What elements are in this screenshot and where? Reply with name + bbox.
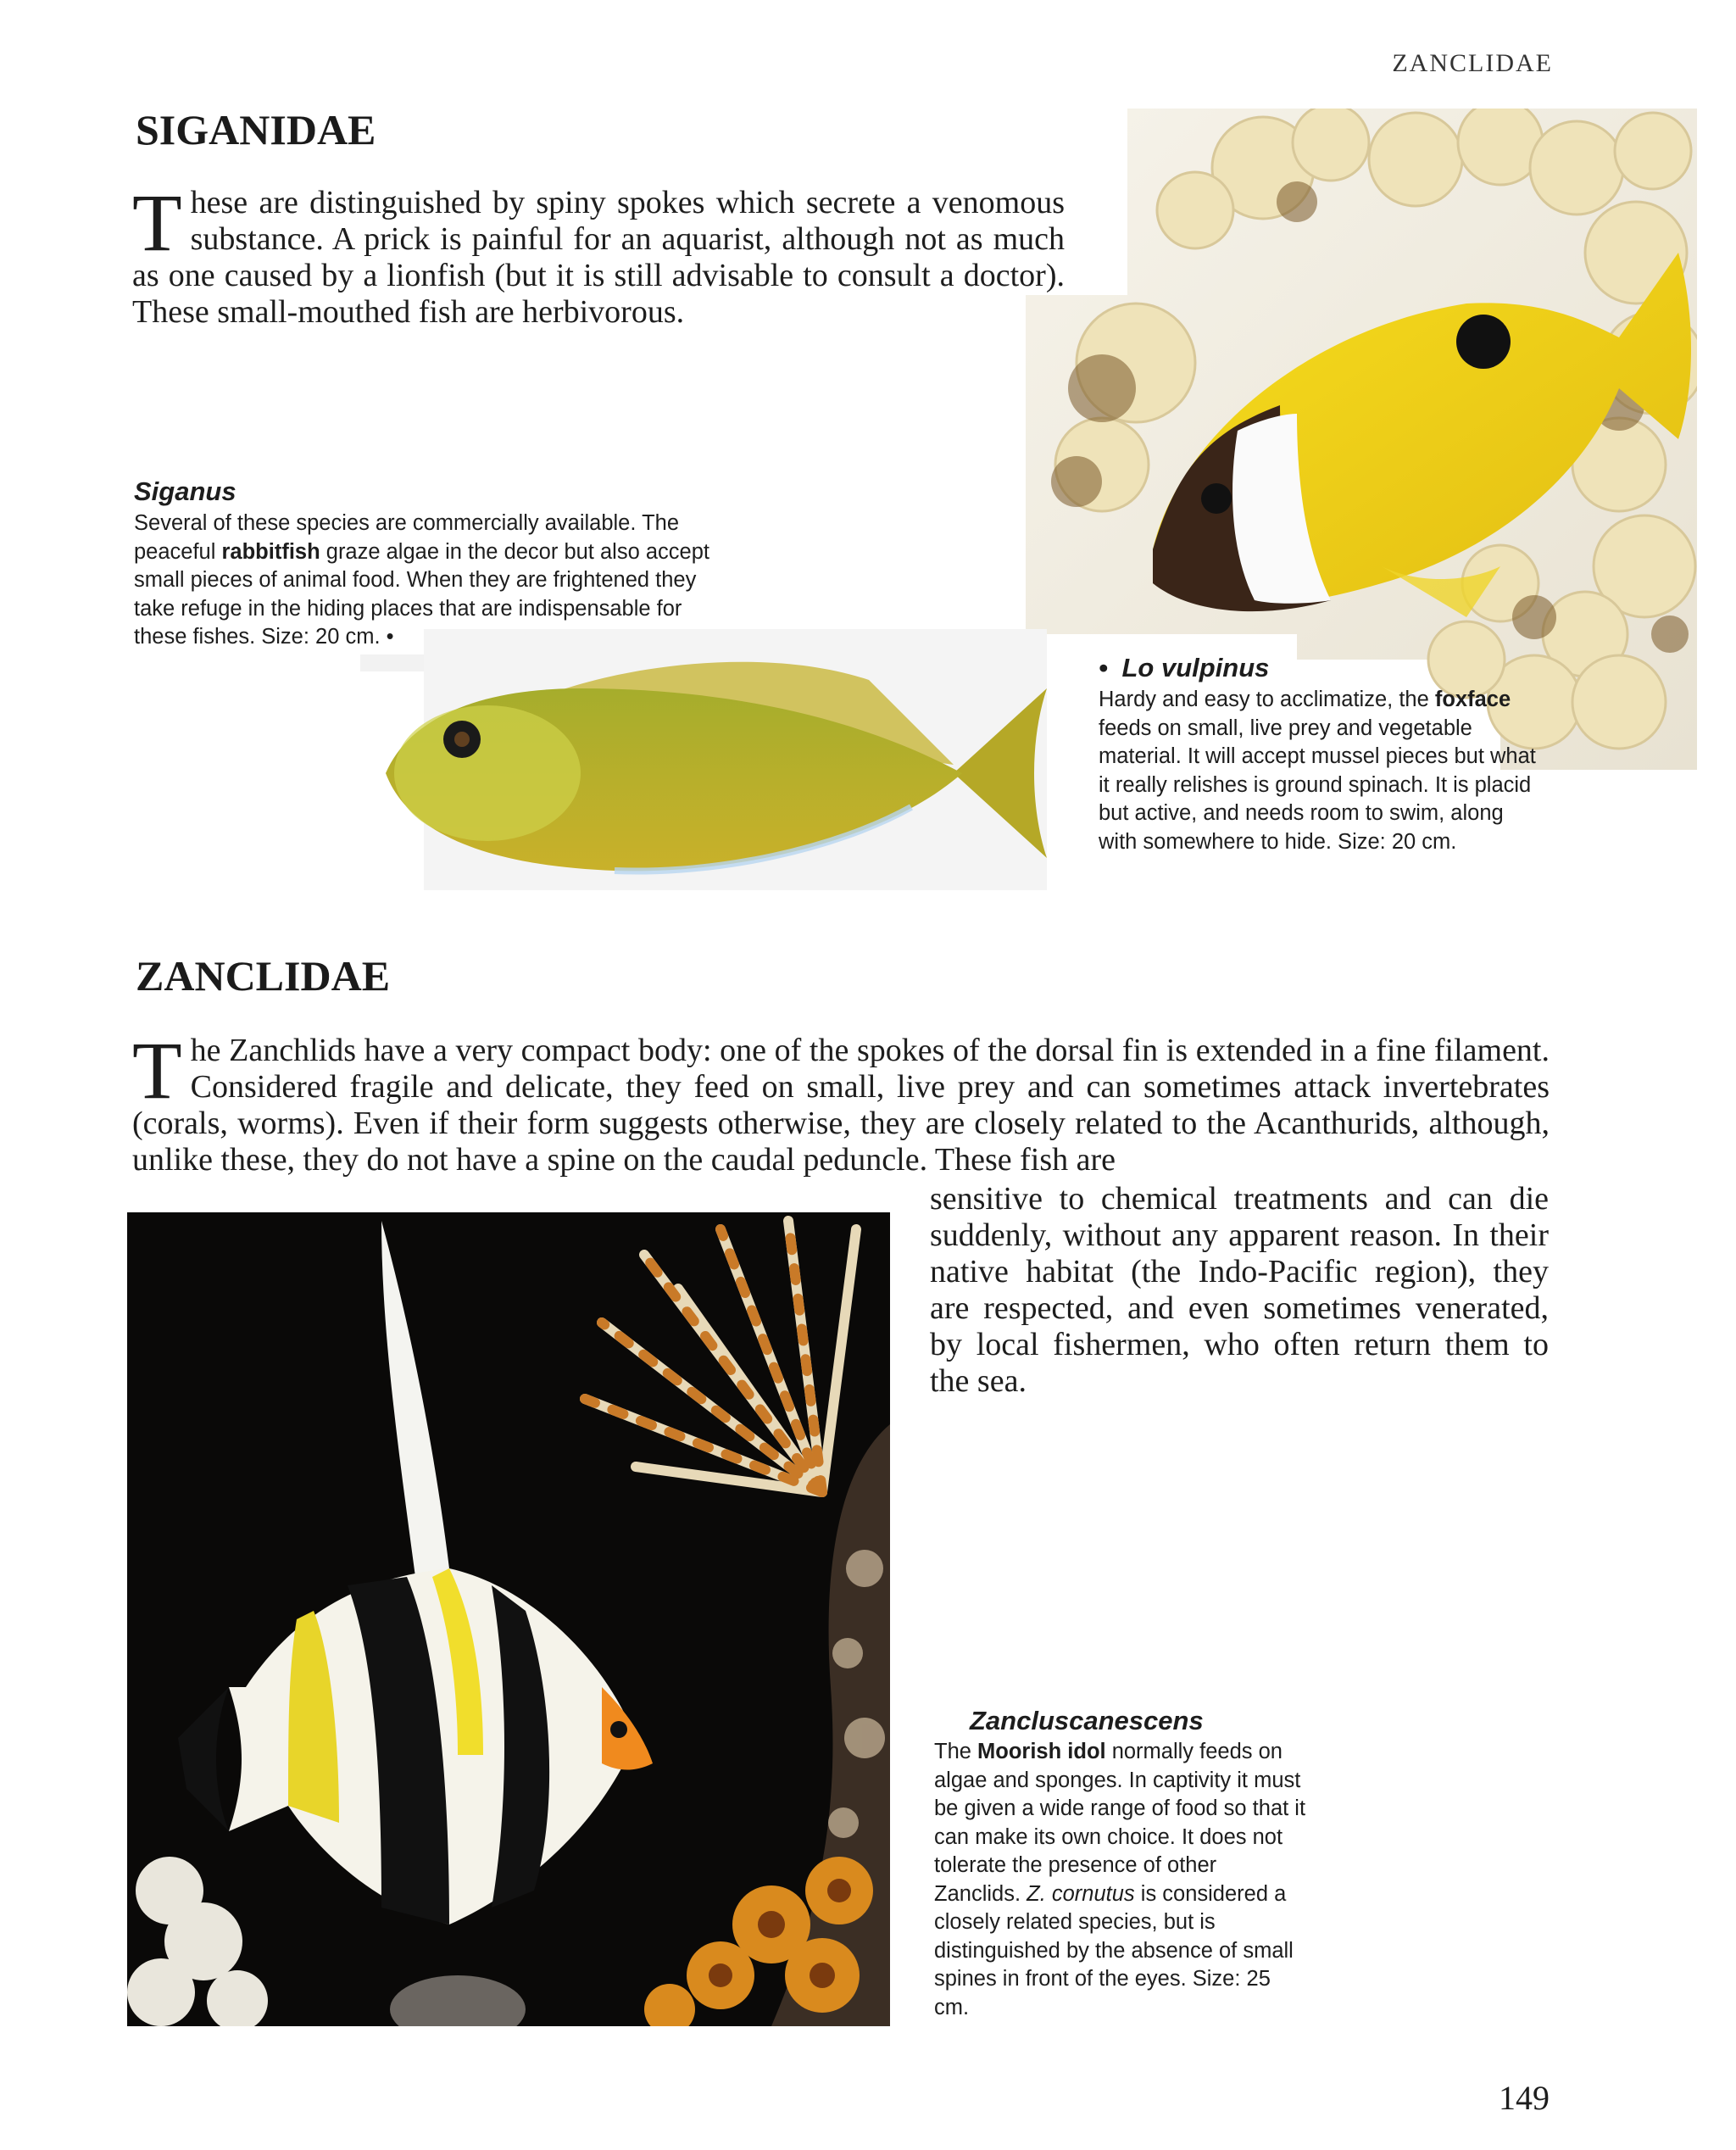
rabbitfish-photo: [360, 629, 1047, 890]
drop-cap: T: [132, 177, 182, 268]
moorish-idol-photo: [127, 1212, 890, 2026]
species-z-cornutus: Z. cornutus: [1027, 1881, 1135, 1906]
bullet: •: [1099, 653, 1108, 682]
common-name-moorish-idol: Moorish idol: [977, 1740, 1106, 1763]
siganidae-intro: [132, 177, 1065, 331]
zanclidae-intro-text: he Zanchlids have a very compact body: one of the spokes of the dorsal fin is extended in a fine filament. Considered fragile and delicate, they feed on small, live prey and can sometimes attack invertebrates (corals, worms). Even if their form suggests otherwise, they are closely related to the Acanthurids, although, unlike these, they do not have a spine on the caudal peduncle. These fish are: [132, 1033, 1550, 1178]
caption-title-zanclus: Zancluscanescens: [970, 1706, 1204, 1735]
caption-title-lo-vulpinus: • Lo vulpinus: [1099, 653, 1270, 682]
section-title-siganidae: SIGANIDAE: [136, 106, 376, 153]
zanclidae-intro-continued: sensitive to chemical treatments and can die suddenly, without any apparent reason. In their native habitat (the Indo-Pacific region), they are respected, and even sometimes venerated, by local fishermen, who often return them to the sea.: [930, 1181, 1549, 1399]
caption-zanclus: The Moorish idol normally feeds on algae and sponges. In captivity it must be given a wide range of food so that it can make its own choice. It does not tolerate the presence of other Zanclids. Z. cornutus is considered a closely related species, but is distinguished by the absence of small spines in front of the eyes. Size: 25 cm.: [934, 1740, 1306, 2019]
drop-cap: T: [132, 1025, 182, 1116]
zanclidae-intro: [132, 1025, 1550, 1178]
caption-title-siganus: Siganus: [134, 476, 236, 506]
caption-lo-vulpinus: Hardy and easy to acclimatize, the foxface feeds on small, live prey and vegetable material. It will accept mussel pieces but what it really relishes is ground spinach. It is placid but active, and needs room to swim, along with somewhere to hide. Size: 20 cm.: [1099, 688, 1536, 854]
common-name-rabbitfish: rabbitfish: [221, 539, 320, 564]
section-title-zanclidae: ZANCLIDAE: [136, 952, 391, 1000]
caption-siganus: Several of these species are commercially available. The peaceful rabbitfish graze algae in the decor but also accept small pieces of animal food. When they are frightened they take refuge in the hiding places that are indispensable for these fishes. Size: 20 cm. •: [134, 511, 709, 649]
siganidae-intro-text: hese are distinguished by spiny spokes which secrete a venomous substance. A prick is painful for an aquarist, although not as much as one caused by a lionfish (but it is still advisable to consult a doctor). These small-mouthed fish are herbivorous.: [132, 185, 1065, 330]
running-head: ZANCLIDAE: [1392, 49, 1553, 77]
common-name-foxface: foxface: [1434, 688, 1511, 711]
page-number: 149: [1499, 2079, 1550, 2117]
